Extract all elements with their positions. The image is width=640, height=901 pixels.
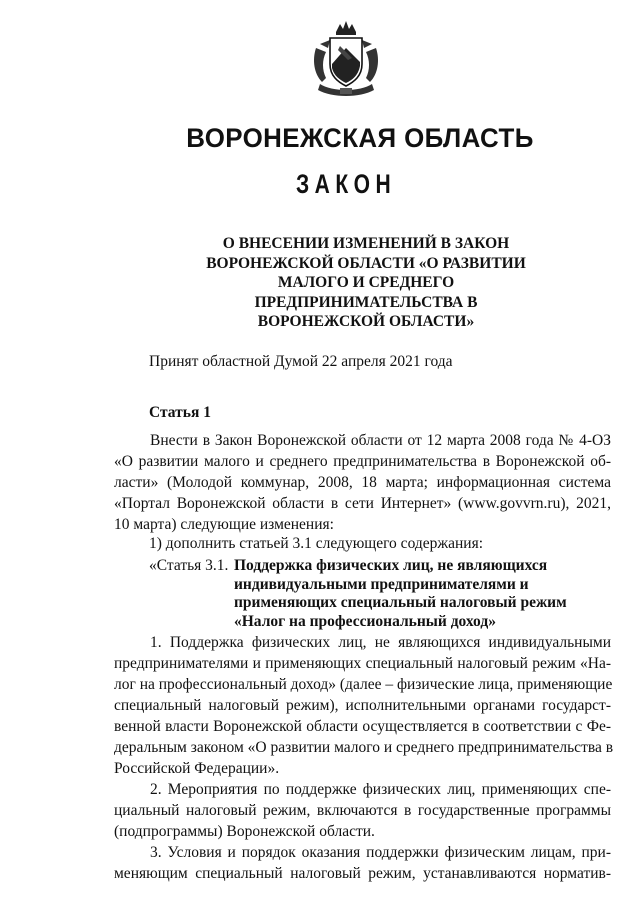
paragraph-line: «Портал Воронежской области в сети Интернет» (www.govvrn.ru), 2021, [114, 495, 611, 512]
law-title-line: ПРЕДПРИНИМАТЕЛЬСТВА В [254, 293, 478, 311]
amendment-item: 1) дополнить статьей 3.1 следующего содержания: [149, 535, 483, 552]
paragraph-line: ласти» (Молодой коммунар, 2008, 18 марта; информационная система [114, 474, 611, 491]
article-heading: Статья 1 [149, 404, 211, 421]
document-type-title: ЗАКОН [296, 169, 397, 199]
paragraph-1 [114, 632, 614, 779]
law-title-line: О ВНЕСЕНИИ ИЗМЕНЕНИЙ В ЗАКОН [222, 235, 510, 252]
law-title [196, 234, 536, 332]
coat-of-arms-emblem [310, 18, 382, 100]
paragraph-line: «О развитии малого и среднего предпринимательства в Воронежской об- [114, 453, 611, 470]
paragraph-line: 1. Поддержка физических лиц, не являющихся индивидуальными [150, 634, 611, 651]
paragraph-line: Внести в Закон Воронежской области от 12 марта 2008 года № 4-ОЗ [150, 432, 611, 449]
law-title-line: МАЛОГО И СРЕДНЕГО [277, 274, 455, 291]
law-title-line: ВОРОНЕЖСКОЙ ОБЛАСТИ» [257, 313, 475, 330]
paragraph-line: 2. Мероприятия по поддержке физических лиц, применяющих спе- [150, 781, 611, 798]
paragraph-line: деральным законом «О развитии малого и среднего предпринимательства в [114, 739, 614, 756]
article-intro-paragraph [114, 430, 611, 535]
paragraph-line: (подпрограммы) Воронежской области. [114, 823, 375, 840]
paragraph-3 [114, 842, 611, 884]
region-title: ВОРОНЕЖСКАЯ ОБЛАСТЬ [186, 123, 534, 153]
paragraph-line: венной власти Воронежской области осуществляется в соответствии с Фе- [114, 718, 611, 735]
inserted-article-title [234, 557, 594, 631]
paragraph-line: лог на профессиональный доход» (далее – физические лица, применяющие [114, 676, 613, 693]
adoption-date: Принят областной Думой 22 апреля 2021 года [149, 353, 453, 370]
paragraph-line: меняющим специальный налоговый режим, устанавливаются норматив- [114, 865, 611, 882]
paragraph-line: 3. Условия и порядок оказания поддержки физическим лицам, при- [150, 844, 611, 861]
inserted-title-line: Поддержка физических лиц, не являющихся [234, 557, 548, 574]
paragraph-line: предпринимателями и применяющих специальный налоговый режим «На- [114, 655, 611, 672]
law-title-line: ВОРОНЕЖСКОЙ ОБЛАСТИ «О РАЗВИТИИ [206, 254, 526, 272]
paragraph-line: 10 марта) следующие изменения: [114, 516, 334, 533]
inserted-title-line: «Налог на профессиональный доход» [234, 612, 496, 630]
paragraph-line: специальный налоговый режим), исполнительными органами государст- [114, 697, 611, 714]
paragraph-line: Российской Федерации». [114, 760, 280, 777]
paragraph-line: циальный налоговый режим, включаются в государственные программы [114, 802, 611, 819]
inserted-title-line: индивидуальными предпринимателями и [234, 575, 529, 593]
inserted-title-line: применяющих специальный налоговый режим [234, 594, 567, 611]
paragraph-2 [114, 779, 611, 842]
inserted-article-label: «Статья 3.1. [149, 557, 229, 574]
